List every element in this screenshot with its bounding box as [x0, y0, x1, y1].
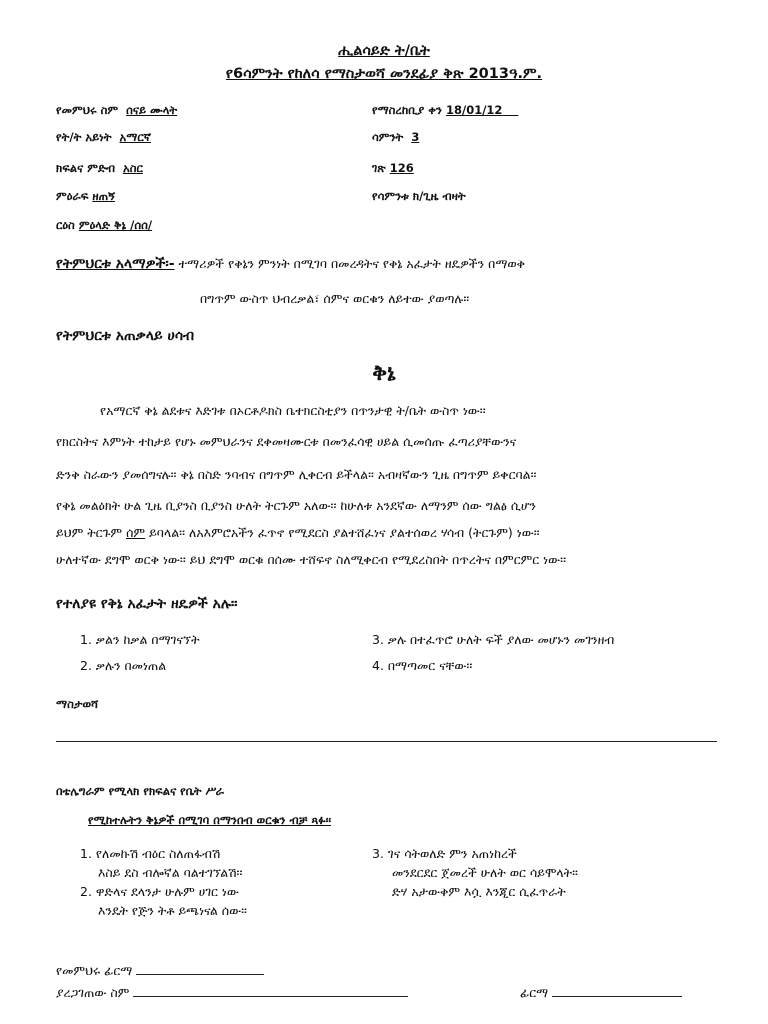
method-item-1: 1. ቃልን ከቃል በማገናኘት: [80, 632, 200, 647]
source-label: ምዕራፍ: [56, 189, 89, 203]
paragraph-line-6: ሁለተኛው ደግሞ ወርቅ ነው፡፡ ይህ ደግሞ ወርቁ በሰሙ ተሸፍኖ ስለሚቀርብ የሚደረስበት በጥረትና በምርምር ነው፡፡: [56, 552, 567, 567]
subject-row: [56, 130, 151, 145]
page-value: 126: [389, 161, 414, 175]
date-label: የማስረከቢያ ቀን: [372, 103, 442, 117]
objectives-line-1: ተማሪዎች የቅኔን ምንነት በሚገባ በመረዳትና የቅኔ አፈታት ዘዴዎችን በማወቅ: [178, 256, 526, 271]
paragraph-line-2: የክርስትና እምነት ተከታይ የሆኑ መምህራንና ደቀመዛሙርቱ በመንፈሳዊ ሀይል ሲመሰጡ ፈጣሪያቸውንና: [56, 434, 517, 449]
sem-term: ሰም: [126, 525, 146, 540]
objectives-line-2: በግጥም ውስጥ ህብረቃል፣ ሰምና ወርቁን ለይተው ያወጣሉ፡፡: [200, 291, 470, 306]
grade-label: ክፍልና ምድብ: [56, 161, 116, 175]
topic-row: [56, 218, 152, 233]
duration-label: የሳምንቱ ክ/ጊዜ ብዛት: [372, 189, 466, 203]
approver-name-label: ያረጋገጠው ስም: [56, 985, 130, 1000]
approver-row: [56, 985, 408, 1001]
school-name: ሒልሳይድ ት/ቤት: [338, 43, 430, 59]
approver-signature-label: ፊርማ: [520, 985, 549, 1000]
overview-heading: የትምህርቱ አጠቃላይ ሀሳብ: [56, 328, 195, 344]
date-value: 18/01/12: [445, 103, 503, 117]
question-1-line-1: 1. የለመኩሽ ብዕር ስለጠፋብሽ: [80, 846, 221, 861]
teacher-signature-line[interactable]: [136, 963, 264, 975]
source-value: ዘጠኝ: [92, 189, 116, 203]
plan-title: የ6ሳምንት የከለሳ የማስታወሻ መንደፊያ ቅጽ 2013ዓ.ም.: [225, 66, 543, 82]
question-2-line-2: እንዴት የጅን ትቶ ይጫነናል ሰው፡፡: [98, 903, 247, 918]
paragraph-line-5: [56, 525, 540, 541]
main-title: ቅኔ: [372, 361, 396, 386]
methods-heading: የተለያዩ የቅኔ አፈታት ዘዴዎች አሉ፡፡: [56, 596, 238, 612]
homework-instruction: የሚከተሉትን ቅኔዎች በሚገባ በማንበብ ወርቁን ብቻ ጻፉ፡፡: [88, 813, 332, 827]
approver-signature-line[interactable]: [552, 985, 682, 997]
method-item-3: 3. ቃሉ በተፈጥሮ ሁለት ፍች ያለው መሆኑን መገንዘብ: [372, 632, 615, 647]
paragraph-line-5a: ይህም ትርጉም: [56, 525, 123, 540]
week-value: 3: [411, 130, 420, 144]
notes-line: [56, 741, 717, 742]
approver-name-line[interactable]: [133, 985, 408, 997]
paragraph-line-5b: ይባላል፡፡ ለአእምሮአችን ፈጥኖ የሚደርስ ያልተሸፈነና ያልተሰወረ ሃሳብ (ትርጉም) ነው፡፡: [149, 525, 540, 540]
week-label: ሳምንት: [372, 130, 404, 144]
week-row: [372, 130, 419, 145]
teacher-row: [56, 103, 177, 118]
page-label: ገጽ: [372, 161, 386, 175]
teacher-label: የመምህሩ ስም: [56, 103, 119, 117]
grade-row: [56, 161, 143, 176]
grade-value: አስር: [123, 161, 143, 175]
approver-signature-row: [520, 985, 682, 1001]
source-row: [56, 189, 115, 204]
question-1-line-2: እስይ ደስ ብሎኛል ባልተገኘልሽ፡፡: [98, 865, 243, 880]
teacher-signature-label: የመምህሩ ፊርማ: [56, 963, 133, 978]
homework-intro: በቴሌግራም የሚላክ የክፍልና የቤት ሥራ: [56, 784, 224, 798]
date-row: [372, 103, 518, 118]
paragraph-line-3: ድንቅ ስራውን ያመሰግናሉ፡፡ ቅኔ በስድ ንባብና በግጥም ሊቀርብ ይችላል፡፡ አብዛኛውን ጊዜ በግጥም ይቀርባል፡፡: [56, 467, 537, 482]
paragraph-line-1: የአማርኛ ቅኔ ልደቱና እድገቱ በኦርቶዶክስ ቤተክርስቲያን በጥንታዊ ት/ቤት ውስጥ ነው፡፡: [100, 403, 486, 418]
question-3-line-3: ድሃ አታውቅም እሷ እንጂር ሲፈጥራት: [392, 884, 566, 899]
question-3-line-2: መንደርደር ጀመረች ሁለት ወር ሳይሞላት፡፡: [392, 865, 579, 880]
subject-value: አማርኛ: [119, 130, 151, 144]
teacher-value: ሰናይ ሙላት: [126, 103, 178, 117]
objectives-row: [56, 256, 525, 272]
question-2-line-1: 2. ዋድላና ደላንታ ሁሉም ሀገር ነው: [80, 884, 239, 899]
method-item-2: 2. ቃሉን በመነጠል: [80, 658, 167, 673]
teacher-signature-row: [56, 963, 264, 979]
subject-label: የት/ት አይነት: [56, 130, 112, 144]
paragraph-line-4: የቅኔ መልዕክት ሁል ጊዜ ቢያንስ ቢያንስ ሁለት ትርጉም አለው፡፡ ከሁለቱ አንደኛው ለማንም ሰው ግልፅ ሲሆን: [56, 498, 536, 513]
question-3-line-1: 3. ገና ሳትወለድ ምን አጠነከረች: [372, 846, 517, 861]
notes-label: ማስታወሻ: [56, 697, 99, 711]
method-item-4: 4. በማጣመር ናቸው፡፡: [372, 658, 473, 673]
topic-value: ምዕላድ ቅኔ /ሰሰ/: [78, 218, 153, 232]
page-row: [372, 161, 414, 176]
objectives-label: የትምህርቱ አላማዎች፡-: [56, 256, 175, 272]
topic-label: ርዕስ: [56, 218, 75, 232]
duration-row: [372, 189, 466, 204]
